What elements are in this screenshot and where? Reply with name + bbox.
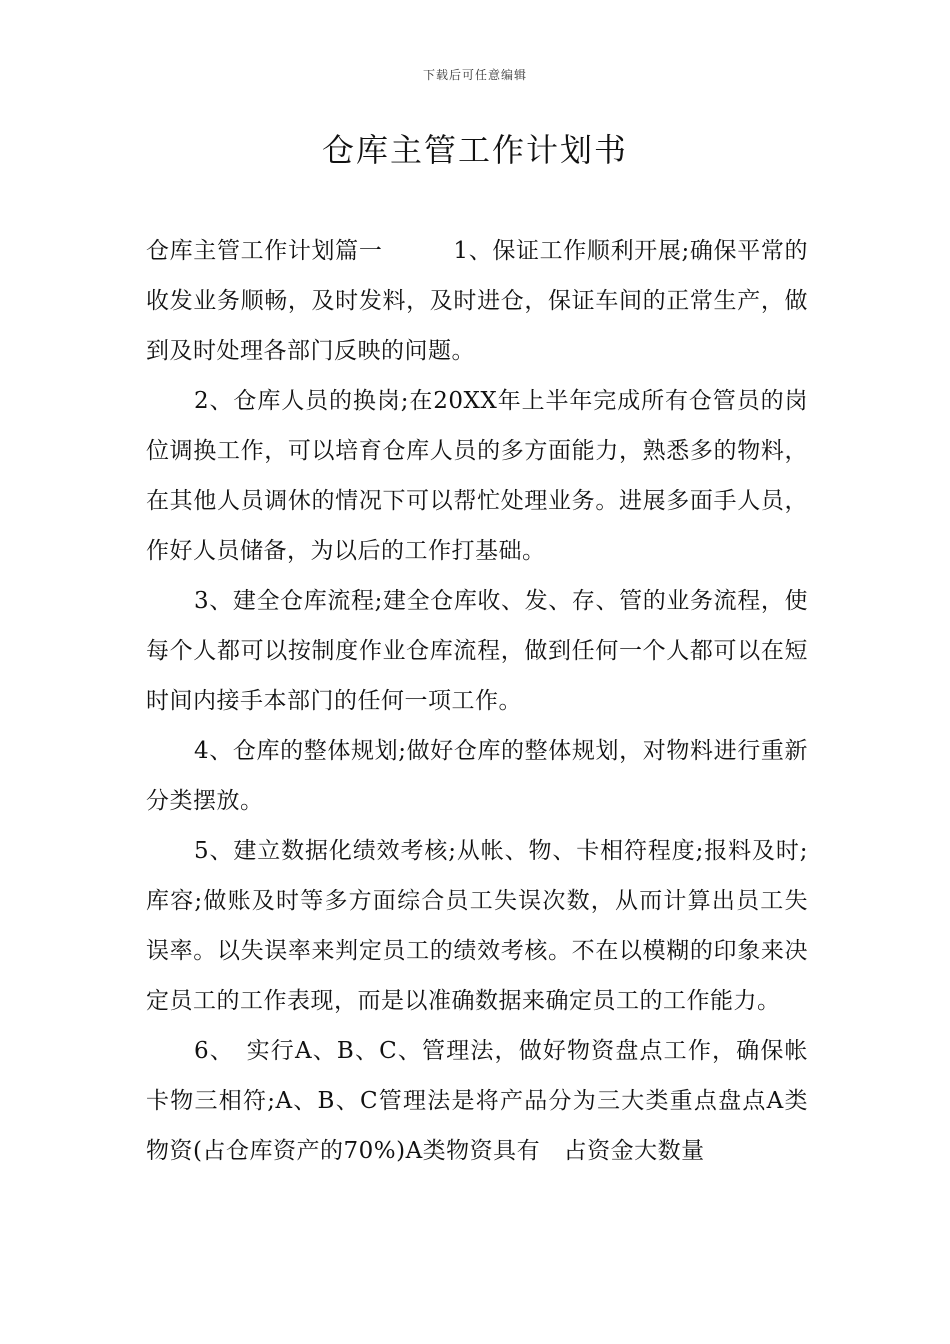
header-note: 下载后可任意编辑	[422, 68, 527, 82]
document-body	[146, 226, 808, 1176]
paragraph-2: 2、仓库人员的换岗;在20XX年上半年完成所有仓管员的岗位调换工作，可以培育仓库人员的多方面能力，熟悉多的物料，在其他人员调休的情况下可以帮忙处理业务。进展多面手人员，作好人员储备，为以后的工作打基础。	[146, 388, 808, 564]
document-title: 仓库主管工作计划书	[321, 131, 628, 169]
paragraph-6: 6、 实行A、B、C、管理法，做好物资盘点工作，确保帐卡物三相符;A、B、C管理法是将产品分为三大类重点盘点A类物资(占仓库资产的70%)A类物资具有 占资金大数量	[146, 1038, 808, 1164]
paragraph-3: 3、建全仓库流程;建全仓库收、发、存、管的业务流程，使每个人都可以按制度作业仓库流程，做到任何一个人都可以在短时间内接手本部门的任何一项工作。	[146, 588, 808, 714]
paragraph-1: 仓库主管工作计划篇一 1、保证工作顺利开展;确保平常的收发业务顺畅，及时发料，及时进仓，保证车间的正常生产，做到及时处理各部门反映的问题。	[146, 238, 808, 364]
paragraph-5: 5、建立数据化绩效考核;从帐、物、卡相符程度;报料及时;库容;做账及时等多方面综合员工失误次数，从而计算出员工失误率。以失误率来判定员工的绩效考核。不在以模糊的印象来决定员工的工作表现，而是以准确数据来确定员工的工作能力。	[146, 838, 808, 1014]
paragraph-4: 4、仓库的整体规划;做好仓库的整体规划，对物料进行重新分类摆放。	[146, 738, 808, 814]
